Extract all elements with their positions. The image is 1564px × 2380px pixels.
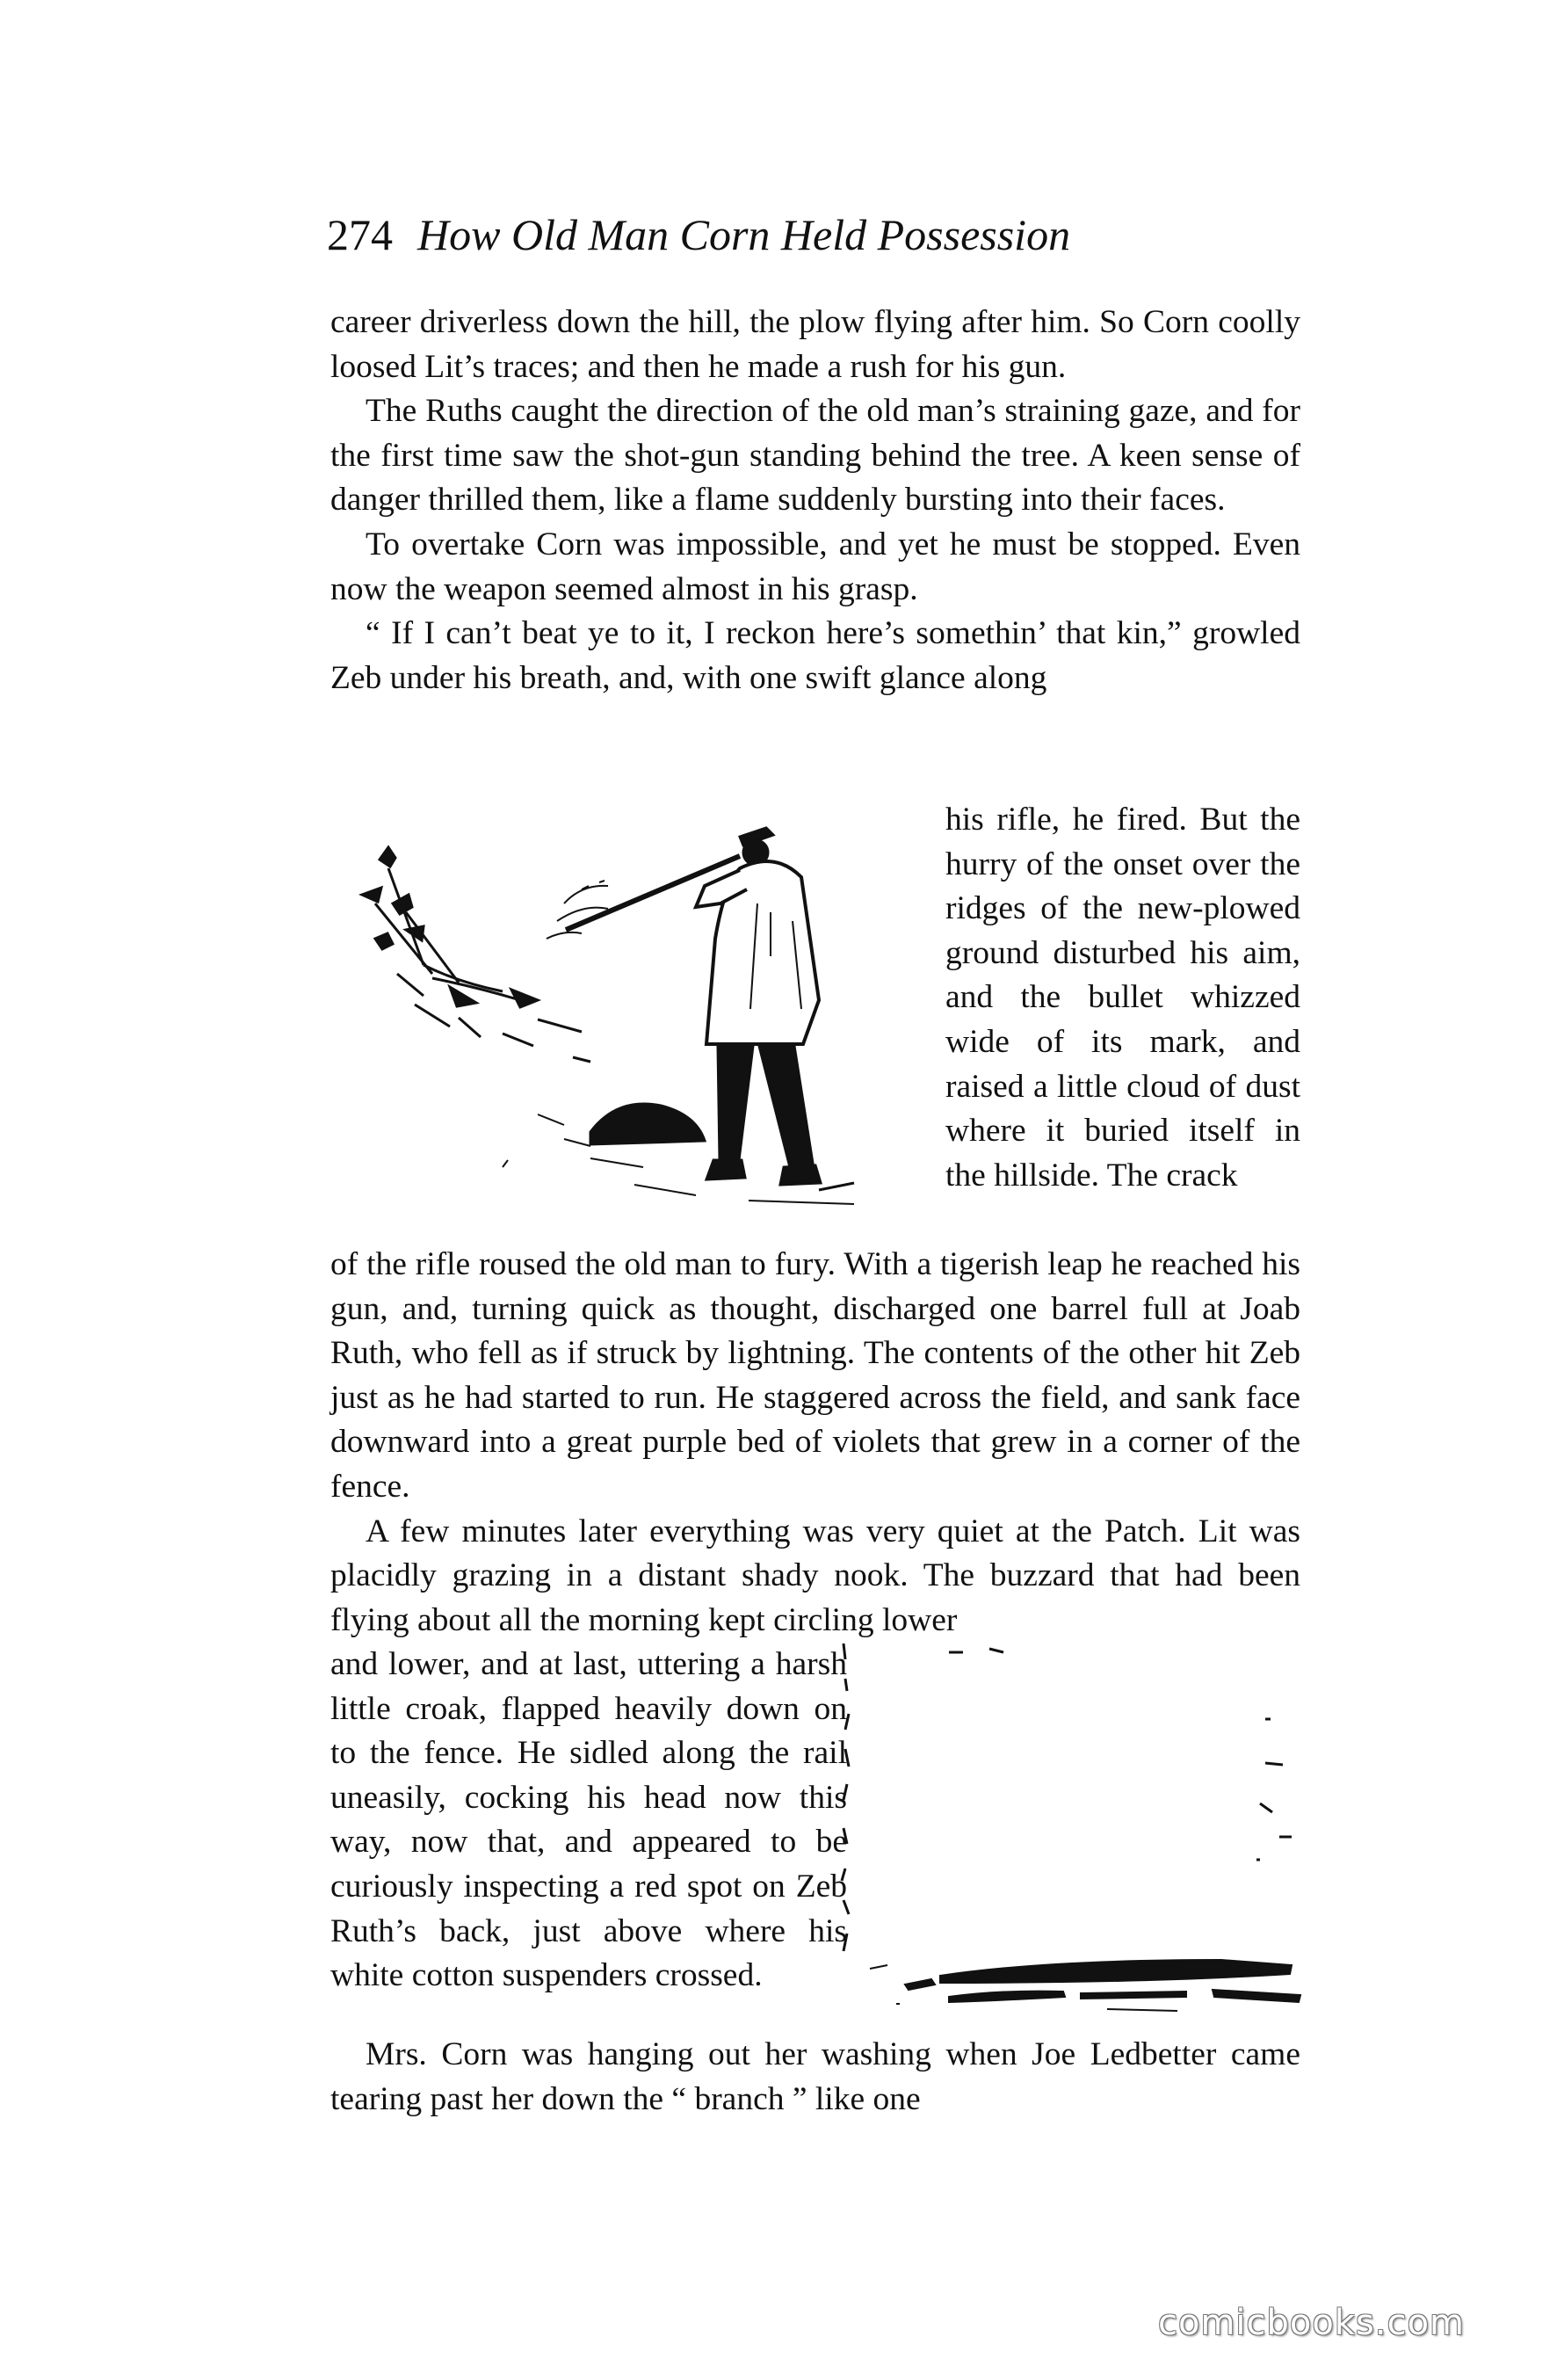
text-wrap-right-of-illustration	[945, 798, 1300, 1198]
paragraph: of the rifle roused the old man to fury. With a tigerish leap he reached his gun, and, turning quick as thought, discharged one barrel full at Joab Ruth, who fell as if struck by lightning. The contents of the other hit Zeb just as he had started to run. He staggered across the field, and sank face downward into a great purple bed of violets that grew in a corner of the fence.	[330, 1246, 1300, 1505]
paragraph: “ If I can’t beat ye to it, I reckon here’s somethin’ that kin,” growled Zeb under his breath, and, with one swift glance along	[330, 615, 1300, 696]
running-header	[327, 204, 1302, 265]
text-wrap-left-of-illustration	[330, 1643, 847, 1999]
page-number: 274	[327, 210, 393, 259]
man-firing-rifle-illustration	[327, 798, 924, 1237]
watermark-logo: comicbooks.com	[1158, 2303, 1466, 2343]
paragraph: Mrs. Corn was hanging out her washing when Joe Ledbetter came tearing past her down the “ branch ” like one	[330, 2036, 1300, 2117]
paragraph: and lower, and at last, uttering a harsh little croak, flapped heavily down on to the fence. He sidled along the rail uneasily, cocking his head now this way, now that, and appeared to be curiously inspecting a red spot on Zeb Ruth’s back, just above where his white cotton suspenders crossed.	[330, 1646, 847, 1994]
text-block-middle	[330, 1243, 1300, 1643]
running-title: How Old Man Corn Held Possession	[417, 210, 1071, 259]
paragraph: The Ruths caught the direction of the old man’s straining gaze, and for the first time saw the shot-gun standing behind the tree. A keen sense of danger thrilled them, like a flame suddenly bursting into their faces.	[330, 393, 1300, 519]
text-block-bottom	[330, 2033, 1300, 2122]
text-block-top	[330, 301, 1300, 700]
paragraph: A few minutes later everything was very quiet at the Patch. Lit was placidly grazing in a distant shady nook. The buzzard that had been flying about all the morning kept circling lower	[330, 1513, 1300, 1638]
paragraph: career driverless down the hill, the plow flying after him. So Corn coolly loosed Lit’s traces; and then he made a rush for his gun.	[330, 304, 1300, 385]
paragraph: To overtake Corn was impossible, and yet he must be stopped. Even now the weapon seemed almost in his grasp.	[330, 526, 1300, 607]
paragraph: his rifle, he fired. But the hurry of the onset over the ridges of the new-plowed ground disturbed his aim, and the bullet whizzed wide of its mark, and raised a little cloud of dust where it buried itself in the hillside. The crack	[945, 802, 1300, 1194]
fence-rail-illustration	[791, 1617, 1318, 2021]
